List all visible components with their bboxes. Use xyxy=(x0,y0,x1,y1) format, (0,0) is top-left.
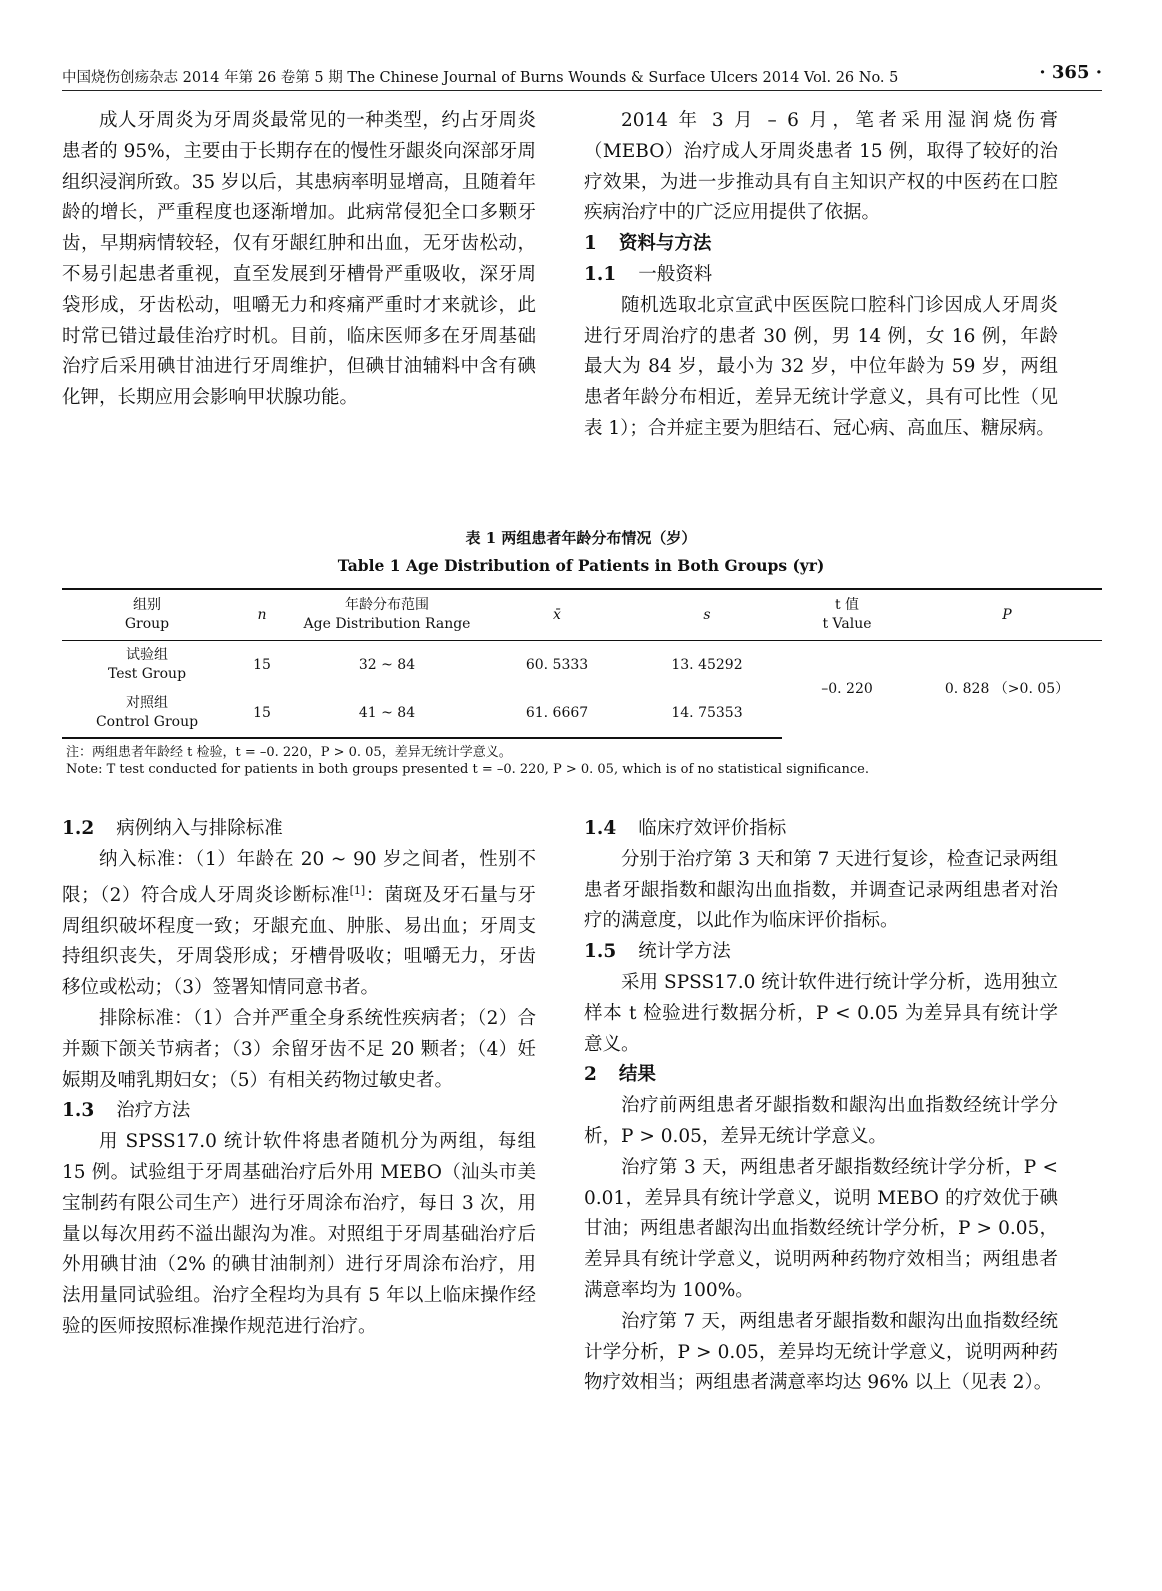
n-cell: 15 xyxy=(253,656,271,673)
group-cell: 对照组 Control Group xyxy=(62,689,232,738)
group-cell: 试验组 Test Group xyxy=(107,647,187,682)
section-1-5-heading: 1.5 统计学方法 xyxy=(584,941,731,963)
section-1-4-heading: 1.4 临床疗效评价指标 xyxy=(584,818,787,839)
section-1-2-heading: 1.2 病例纳入与排除标准 xyxy=(62,818,283,839)
header-group: 组别 Group xyxy=(62,589,232,641)
sd-cell: 13. 45292 xyxy=(671,656,743,673)
section-2-heading: 2 结果 xyxy=(584,1064,656,1086)
intro-right-column xyxy=(584,106,1058,445)
table-row xyxy=(62,641,1102,690)
inclusion-criteria: 纳入标准：（1）年龄在 20 ~ 90 岁之间者，性别不限；（2）符合成人牙周炎诊断标准[1]：菌斑及牙石量与牙周组织破坏程度一致；牙龈充血、肿胀、易出血；牙周支持组织丧失，牙周袋形成；牙槽骨吸收；咀嚼无力，牙齿移位或松动；（3）签署知情同意书者。 xyxy=(62,848,536,999)
table1 xyxy=(62,588,1102,739)
citation-ref: [1] xyxy=(349,883,366,897)
n-cell: 15 xyxy=(232,689,292,738)
t-value-cell: –0. 220 xyxy=(821,681,873,697)
range-cell: 32 ~ 84 xyxy=(358,656,416,673)
methods-left-column xyxy=(62,814,536,1343)
table-header-row xyxy=(62,589,1102,641)
evaluation-paragraph: 分别于治疗第 3 天和第 7 天进行复诊，检查记录两组患者牙龈指数和龈沟出血指数，并调查记录两组患者对治疗的满意度，以此作为临床评价指标。 xyxy=(584,848,1058,932)
header-mean: x̄ xyxy=(482,589,632,641)
mean-cell: 60. 5333 xyxy=(525,656,589,673)
section-1-3-heading: 1.3 治疗方法 xyxy=(62,1100,191,1122)
results-paragraph-1: 治疗前两组患者牙龈指数和龈沟出血指数经统计学分析，P > 0.05，差异无统计学意义。 xyxy=(584,1095,1058,1147)
range-cell: 41 ~ 84 xyxy=(292,689,482,738)
intro-right-paragraph: 2014 年 3 月 – 6 月，笔者采用湿润烧伤膏（MEBO）治疗成人牙周炎患者 15 例，取得了较好的治疗效果，为进一步推动具有自主知识产权的中医药在口腔疾病治疗中的广泛应用提供了依据。 xyxy=(584,110,1058,224)
header-range: 年龄分布范围 Age Distribution Range xyxy=(292,589,482,641)
table1-note-cn: 注：两组患者年龄经 t 检验，t = –0. 220，P > 0. 05，差异无统计学意义。 xyxy=(66,745,512,760)
intro-left-column xyxy=(62,106,536,414)
journal-title: 中国烧伤创疡杂志 2014 年第 26 卷第 5 期 The Chinese Journal of Burns Wounds & Surface Ulcers 2014 Vol. 26 No. 5 xyxy=(62,70,899,86)
table1-caption-en: Table 1 Age Distribution of Patients in Both Groups (yr) xyxy=(337,556,825,575)
page-number: · 365 · xyxy=(1039,62,1102,83)
mean-cell: 61. 6667 xyxy=(482,689,632,738)
table1-note-en: Note: T test conducted for patients in both groups presented t = –0. 220, P > 0. 05, which is of no statistical significance. xyxy=(66,762,869,777)
header-p: P xyxy=(912,589,1102,641)
header-n: n xyxy=(232,589,292,641)
section-1-1-heading: 1.1 一般资料 xyxy=(584,263,713,285)
p-value-cell: 0. 828 （>0. 05） xyxy=(944,681,1070,697)
header-sd: s xyxy=(632,589,782,641)
running-header xyxy=(62,62,1102,91)
table1-caption-cn: 表 1 两组患者年龄分布情况（岁） xyxy=(465,529,697,547)
results-paragraph-2: 治疗第 3 天，两组患者牙龈指数经统计学分析，P < 0.01，差异具有统计学意义，说明 MEBO 的疗效优于碘甘油；两组患者龈沟出血指数经统计学分析，P > 0.05，差异具有统计学意义，说明两种药物疗效相当；两组患者满意率均为 100%。 xyxy=(584,1156,1058,1301)
treatment-paragraph: 用 SPSS17.0 统计软件将患者随机分为两组，每组 15 例。试验组于牙周基础治疗后外用 MEBO（汕头市美宝制药有限公司生产）进行牙周涂布治疗，每日 3 次，用量以每次用药不溢出龈沟为准。对照组于牙周基础治疗后外用碘甘油（2% 的碘甘油制剂）进行牙周涂布治疗，用法用量同试验组。治疗全程均为具有 5 年以上临床操作经验的医师按照标准操作规范进行治疗。 xyxy=(62,1131,536,1337)
section-1-heading: 1 资料与方法 xyxy=(584,233,712,255)
exclusion-criteria: 排除标准：（1）合并严重全身系统性疾病者；（2）合并颞下颌关节病者；（3）余留牙齿不足 20 颗者；（4）妊娠期及哺乳期妇女；（5）有相关药物过敏史者。 xyxy=(62,1007,536,1091)
statistics-paragraph: 采用 SPSS17.0 统计软件进行统计学分析，选用独立样本 t 检验进行数据分析，P < 0.05 为差异具有统计学意义。 xyxy=(584,971,1058,1055)
results-paragraph-3: 治疗第 7 天，两组患者牙龈指数和龈沟出血指数经统计学分析，P > 0.05，差异均无统计学意义，说明两种药物疗效相当；两组患者满意率均达 96% 以上（见表 2）。 xyxy=(584,1310,1058,1394)
general-data-paragraph: 随机选取北京宣武中医医院口腔科门诊因成人牙周炎进行牙周治疗的患者 30 例，男 14 例，女 16 例，年龄最大为 84 岁，最小为 32 岁，中位年龄为 59 岁，两组患者年龄分布相近，差异无统计学意义，具有可比性（见表 1）；合并症主要为胆结石、冠心病、高血压、糖尿病。 xyxy=(584,294,1058,439)
intro-paragraph: 成人牙周炎为牙周炎最常见的一种类型，约占牙周炎患者的 95%，主要由于长期存在的慢性牙龈炎向深部牙周组织浸润所致。35 岁以后，其患病率明显增高，且随着年龄的增长，严重程度也逐渐增加。此病常侵犯全口多颗牙齿，早期病情较轻，仅有牙龈红肿和出血，无牙齿松动，不易引起患者重视，直至发展到牙槽骨严重吸收，深牙周袋形成，牙齿松动，咀嚼无力和疼痛严重时才来就诊，此时常已错过最佳治疗时机。目前，临床医师多在牙周基础治疗后采用碘甘油进行牙周维护，但碘甘油辅料中含有碘化钾，长期应用会影响甲状腺功能。 xyxy=(62,110,536,409)
sd-cell: 14. 75353 xyxy=(632,689,782,738)
methods-right-column xyxy=(584,814,1058,1399)
header-t: t 值 t Value xyxy=(782,589,912,641)
